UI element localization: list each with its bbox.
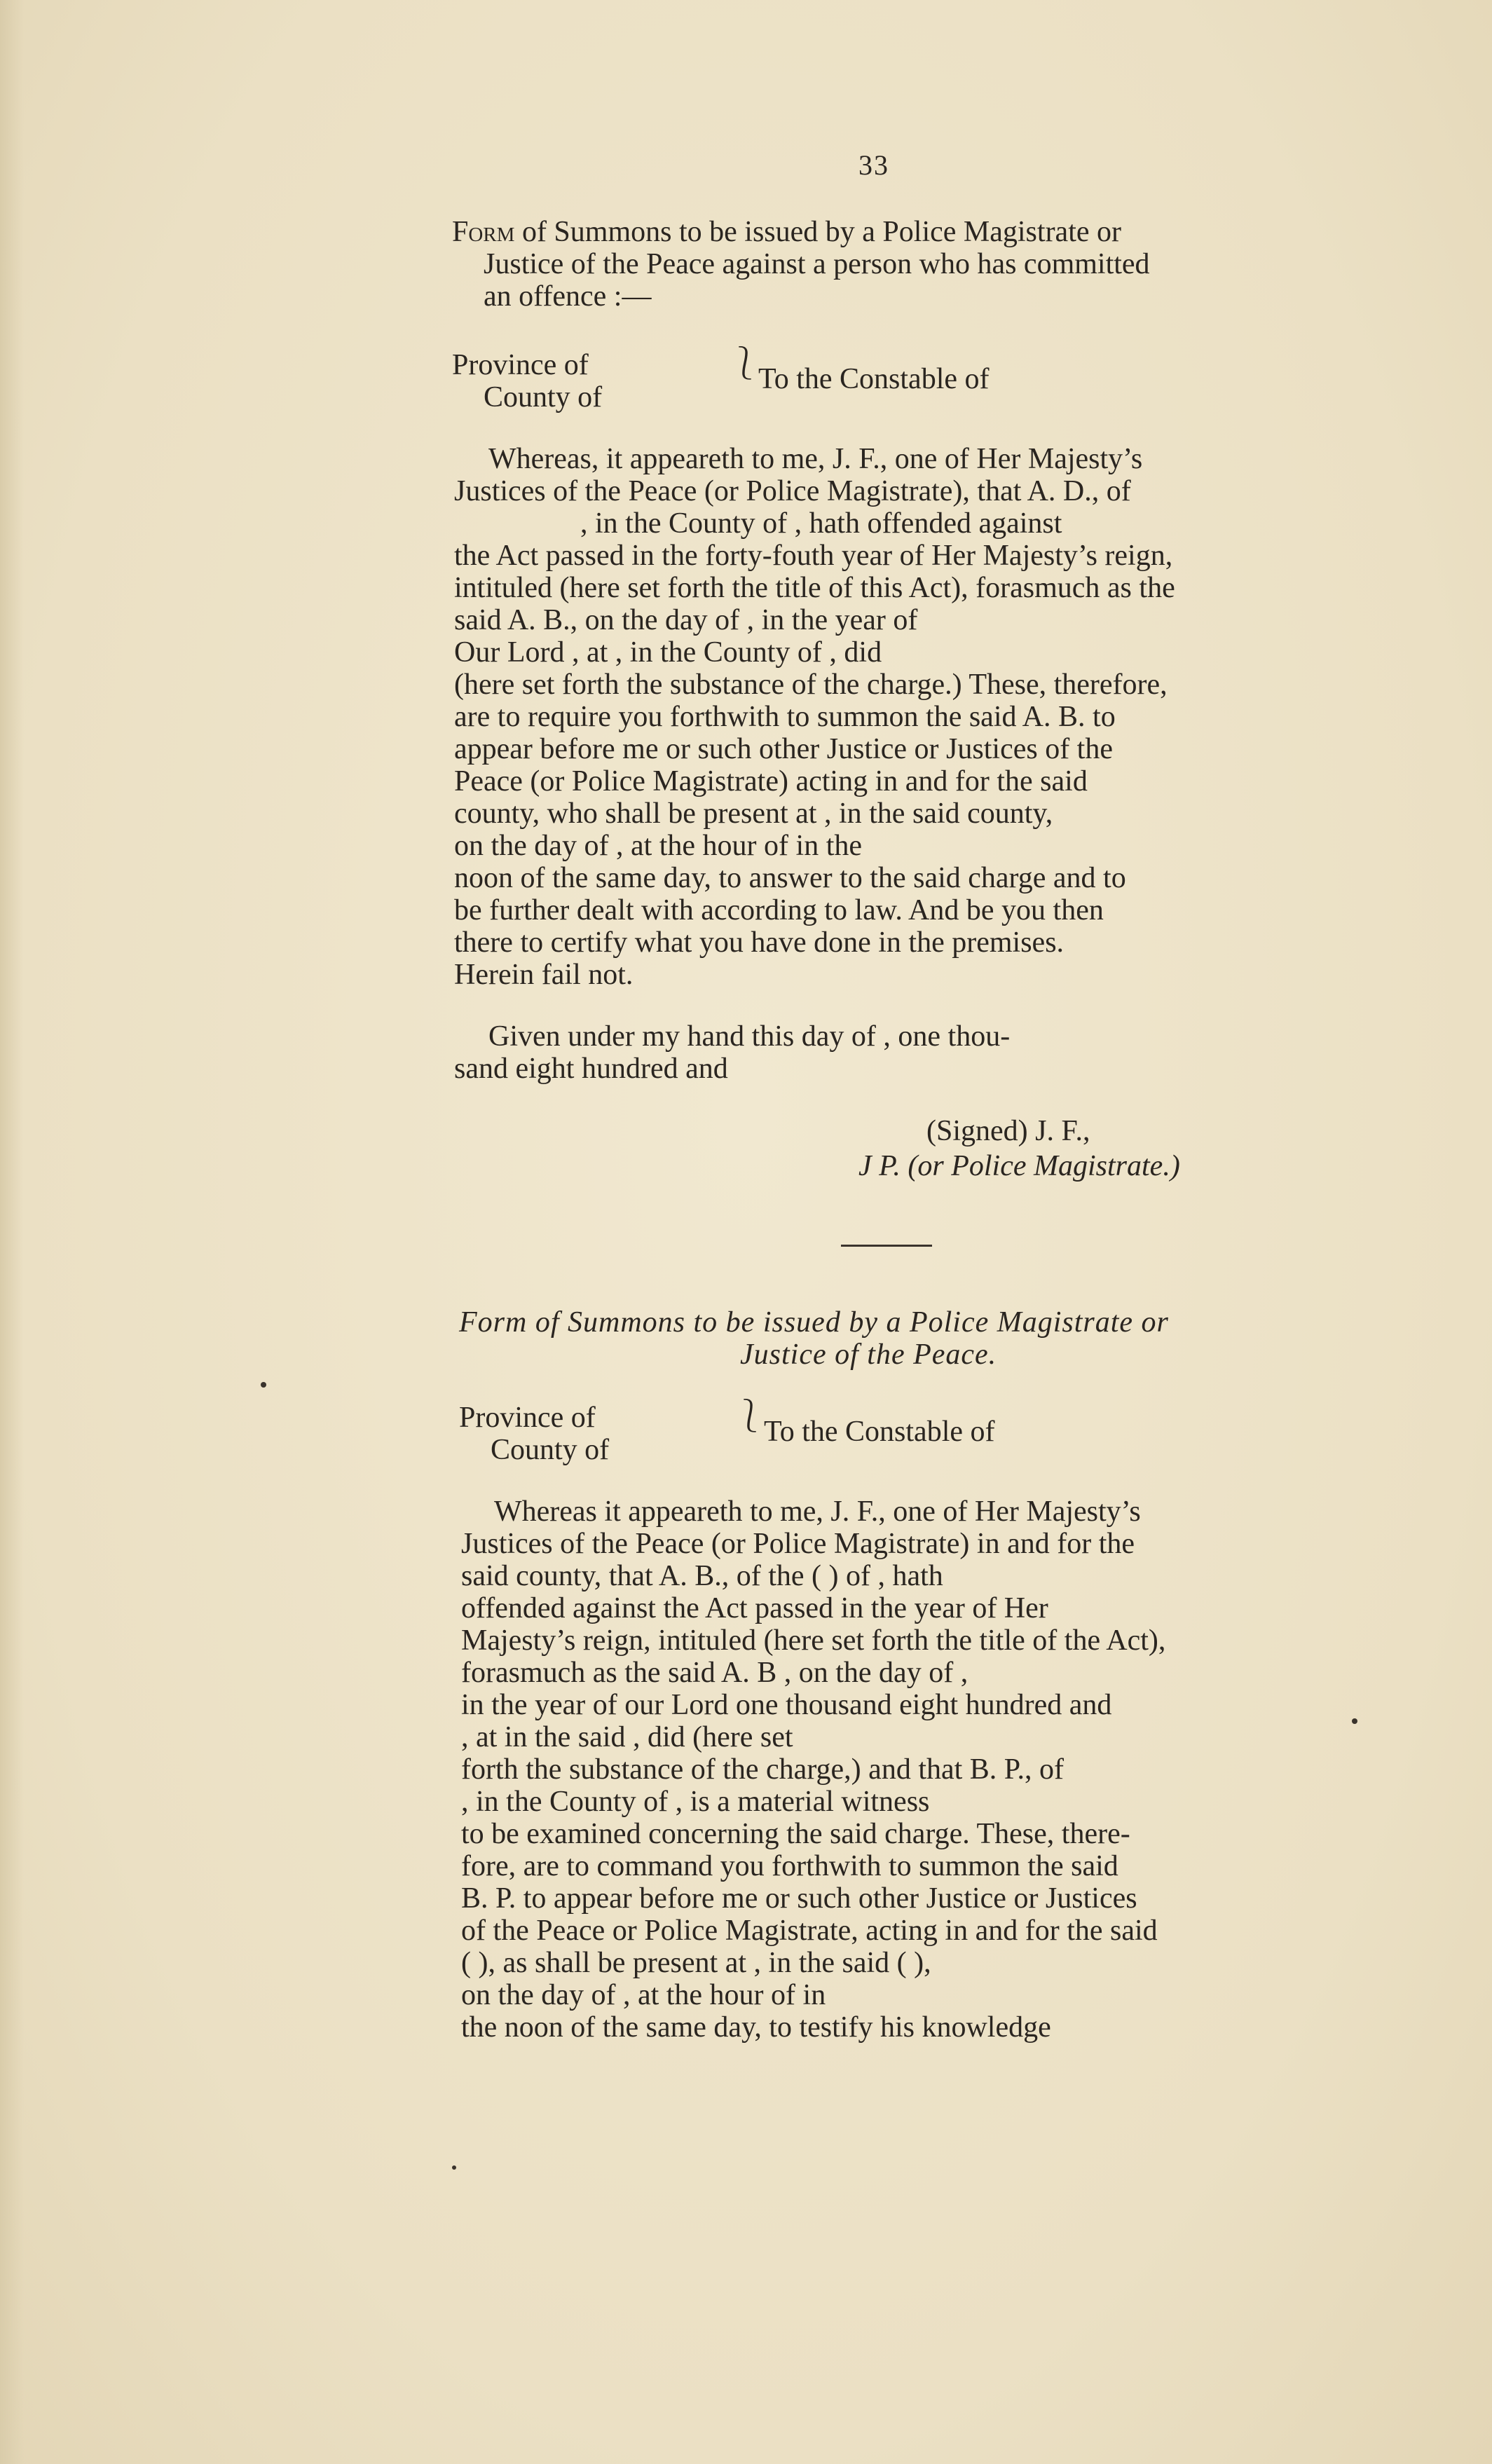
form2-body-line: , in the County of , is a material witness <box>461 1786 930 1818</box>
form1-jp-prefix: J P. (or <box>858 1150 952 1182</box>
form2-body-line: the noon of the same day, to testify his knowledge <box>461 2011 1051 2044</box>
form1-title-line1 <box>452 216 1121 249</box>
form2-body-line: forasmuch as the said A. B , on the day of , <box>461 1657 969 1689</box>
form1-body-line: Whereas, it appeareth to me, J. F., one of Her Majesty’s <box>488 443 1143 475</box>
form1-body-line: said A. B., on the day of , in the year of <box>454 604 918 636</box>
form2-title-line2: Justice of the Peace. <box>740 1339 997 1371</box>
form2-title-line1: Form of Summons to be issued by a Police Magistrate or <box>459 1306 1169 1339</box>
page-edge-shadow <box>0 0 24 2464</box>
form1-given-line1: Given under my hand this day of , one thou- <box>488 1020 1011 1053</box>
form2-body-line: on the day of , at the hour of in <box>461 1979 826 2011</box>
form1-body-line: are to require you forthwith to summon the said A. B. to <box>454 701 1116 733</box>
form1-given-line2: sand eight hundred and <box>454 1053 728 1085</box>
form2-body-line: fore, are to command you forthwith to summon the said <box>461 1850 1118 1882</box>
form1-body-line: county, who shall be present at , in the said county, <box>454 798 1053 830</box>
form1-signed: (Signed) J. F., <box>926 1115 1090 1147</box>
form2-body-line: Whereas it appeareth to me, J. F., one of Her Majesty’s <box>494 1495 1141 1528</box>
form2-to-constable: To the Constable of <box>764 1416 995 1448</box>
form2-body-line: ( ), as shall be present at , in the said ( ), <box>461 1947 931 1979</box>
form2-province: Province of <box>459 1402 596 1434</box>
form1-title-line3: an offence :— <box>484 280 652 313</box>
section-divider <box>841 1245 932 1247</box>
form1-body-line: Peace (or Police Magistrate) acting in and for the said <box>454 765 1088 798</box>
form1-body-line: Herein fail not. <box>454 959 634 991</box>
ink-speck <box>452 2165 456 2170</box>
form1-body-line: noon of the same day, to answer to the said charge and to <box>454 862 1126 894</box>
form1-province: Province of <box>452 349 589 381</box>
form2-body-line: B. P. to appear before me or such other Justice or Justices <box>461 1882 1137 1915</box>
form2-body-line: said county, that A. B., of the ( ) of , hath <box>461 1560 943 1592</box>
form2-body-line: to be examined concerning the said charge. These, there- <box>461 1818 1130 1850</box>
page-number: 33 <box>858 149 889 181</box>
form1-title-head: Form <box>452 216 515 248</box>
form2-body-line: offended against the Act passed in the year of Her <box>461 1592 1048 1624</box>
form2-body-line: Justices of the Peace (or Police Magistrate) in and for the <box>461 1528 1135 1560</box>
form2-brace: ⎱ <box>734 1398 766 1434</box>
form2-body-line: , at in the said , did (here set <box>461 1721 793 1753</box>
form1-body-line: intituled (here set forth the title of this Act), forasmuch as the <box>454 572 1175 604</box>
form1-body-line: (here set forth the substance of the charge.) These, therefore, <box>454 669 1168 701</box>
ink-speck <box>261 1382 266 1388</box>
form1-body-line: be further dealt with according to law. And be you then <box>454 894 1104 926</box>
form2-body-line: forth the substance of the charge,) and that B. P., of <box>461 1753 1064 1786</box>
form1-brace: ⎱ <box>729 345 761 381</box>
form1-body-line: Our Lord , at , in the County of , did <box>454 636 882 669</box>
form1-jp-suffix: Police Magistrate.) <box>951 1150 1180 1182</box>
form1-to-constable: To the Constable of <box>758 363 990 395</box>
form2-body-line: in the year of our Lord one thousand eight hundred and <box>461 1689 1112 1721</box>
ink-speck <box>1352 1718 1357 1724</box>
form1-body-line: on the day of , at the hour of in the <box>454 830 863 862</box>
form1-title-line2: Justice of the Peace against a person who has committed <box>484 248 1150 280</box>
form2-body-line: of the Peace or Police Magistrate, acting in and for the said <box>461 1915 1158 1947</box>
form2-county: County of <box>491 1434 610 1466</box>
form1-county: County of <box>484 381 603 413</box>
form1-body-line: there to certify what you have done in the premises. <box>454 926 1065 959</box>
form1-body-line: , in the County of , hath offended against <box>580 507 1062 540</box>
form1-title-rest: of Summons to be issued by a Police Magistrate or <box>514 216 1121 248</box>
form1-body-line: Justices of the Peace (or Police Magistrate), that A. D., of <box>454 475 1131 507</box>
form1-jp-line <box>858 1149 1180 1183</box>
form1-body-line: the Act passed in the forty-fouth year of Her Majesty’s reign, <box>454 540 1173 572</box>
form1-body-line: appear before me or such other Justice or Justices of the <box>454 733 1113 765</box>
form2-body-line: Majesty’s reign, intituled (here set forth the title of the Act), <box>461 1624 1166 1657</box>
